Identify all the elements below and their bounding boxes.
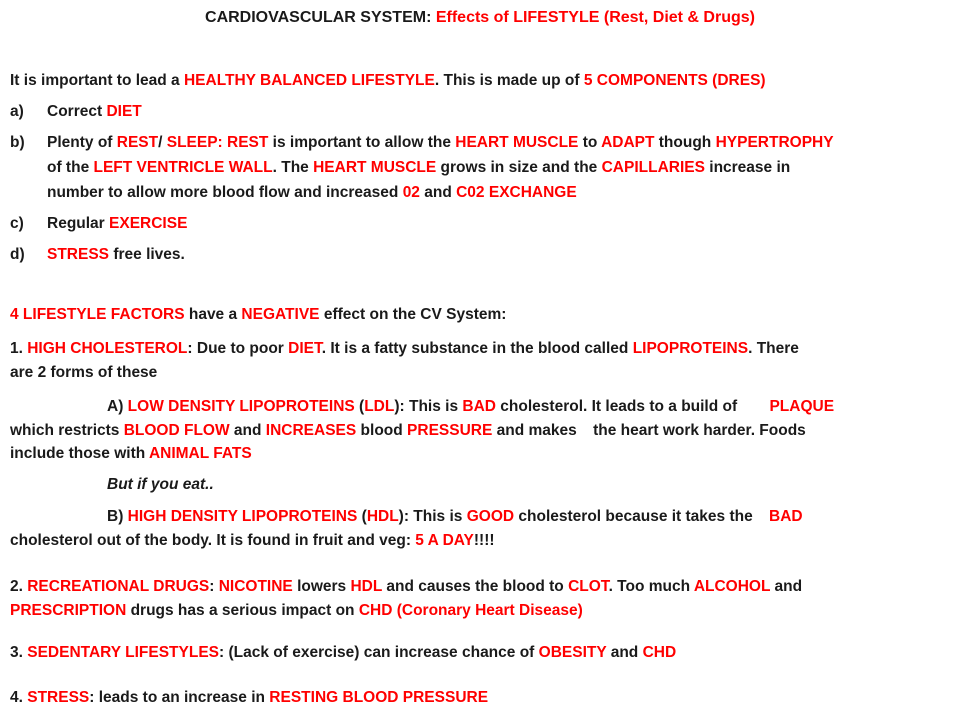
factors-text: effect on the CV System: (319, 306, 507, 323)
factor-text: : (209, 578, 219, 595)
list-highlight: 02 (402, 184, 420, 201)
factor-text: B) (107, 508, 128, 525)
ldl-line1 (107, 396, 834, 418)
factor-text: 2. (10, 578, 28, 595)
factor-highlight: LDL (364, 398, 395, 415)
list-text: to (578, 134, 602, 151)
factor-text: : (Lack of exercise) can increase chance of (219, 644, 539, 661)
factor-highlight: PRESSURE (407, 422, 493, 439)
factor-highlight: CHD (642, 644, 677, 661)
list-text: / (158, 134, 167, 151)
factor-highlight: RECREATIONAL DRUGS (27, 578, 210, 595)
list-text: of the (47, 159, 94, 176)
factor-text: blood (356, 422, 408, 439)
list-label-a: a) (10, 103, 24, 120)
factor-highlight: OBESITY (538, 644, 607, 661)
factor-highlight: LIPOPROTEINS (632, 340, 749, 357)
factor-text: : Due to poor (187, 340, 289, 357)
list-item-exercise (47, 213, 187, 235)
list-text: and (419, 184, 457, 201)
factors-text: have a (184, 306, 242, 323)
list-highlight: STRESS (47, 246, 110, 263)
factor-text: lowers (292, 578, 351, 595)
factor-text: A) (107, 398, 128, 415)
list-item-rest-line1 (47, 132, 834, 154)
intro-highlight: HEALTHY BALANCED LIFESTYLE (183, 72, 435, 89)
list-text: is important to allow the (268, 134, 456, 151)
factor-text: which restricts (10, 422, 124, 439)
list-highlight: HEART MUSCLE (455, 134, 579, 151)
list-text: grows in size and the (436, 159, 602, 176)
factor-text: and (770, 578, 803, 595)
factor-2-line1 (10, 576, 802, 598)
list-highlight: ADAPT (601, 134, 655, 151)
list-text: free lives. (109, 246, 185, 263)
list-highlight: C02 EXCHANGE (456, 184, 577, 201)
factor-highlight: HIGH CHOLESTEROL (27, 340, 188, 357)
factor-4 (10, 687, 488, 709)
factor-text: drugs has a serious impact on (126, 602, 359, 619)
list-text: though (654, 134, 716, 151)
list-item-stress (47, 244, 185, 266)
list-label-c: c) (10, 215, 24, 232)
factor-text: ): This is (398, 508, 467, 525)
list-highlight: CAPILLARIES (601, 159, 705, 176)
factor-text: ( (357, 508, 367, 525)
factor-text: . There (748, 340, 799, 357)
factor-highlight: BLOOD FLOW (123, 422, 230, 439)
factor-text: : leads to an increase in (89, 689, 270, 706)
factor-text: the heart work harder. Foods (593, 422, 806, 439)
factor-text: and causes the blood to (382, 578, 569, 595)
factor-highlight: INCREASES (265, 422, 357, 439)
list-label-d: d) (10, 246, 25, 263)
title-subtitle: Effects of LIFESTYLE (Rest, Diet & Drugs) (435, 9, 755, 26)
list-highlight: HEART MUSCLE (313, 159, 437, 176)
factor-highlight: ALCOHOL (693, 578, 771, 595)
factor-text: ): This is (394, 398, 463, 415)
factor-highlight: BAD (769, 508, 803, 525)
intro-highlight: 5 COMPONENTS (DRES) (583, 72, 766, 89)
title-main: CARDIOVASCULAR SYSTEM: (205, 9, 436, 26)
factors-heading (10, 304, 506, 326)
list-item-rest-line3 (47, 182, 577, 204)
list-highlight: LEFT VENTRICLE WALL (93, 159, 273, 176)
page-title (0, 7, 960, 29)
list-text: increase in (704, 159, 791, 176)
list-text: . The (272, 159, 314, 176)
factor-highlight: BAD (462, 398, 496, 415)
factor-highlight: PLAQUE (769, 398, 835, 415)
list-text: Regular (47, 215, 110, 232)
factor-highlight: HIGH DENSITY LIPOPROTEINS (127, 508, 358, 525)
list-text: Plenty of (47, 134, 117, 151)
list-highlight: EXERCISE (109, 215, 188, 232)
factor-text: !!!! (473, 532, 495, 549)
factors-highlight: NEGATIVE (241, 306, 320, 323)
factor-highlight: GOOD (466, 508, 515, 525)
factor-text: include those with (10, 445, 149, 462)
factors-highlight: 4 LIFESTYLE FACTORS (10, 306, 185, 323)
factor-3 (10, 642, 676, 664)
list-label-b: b) (10, 134, 25, 151)
list-highlight: HYPERTROPHY (715, 134, 834, 151)
factor-highlight: ANIMAL FATS (148, 445, 252, 462)
factor-text: . It is a fatty substance in the blood called (321, 340, 633, 357)
factor-highlight: HDL (350, 578, 383, 595)
factor-1-line2 (10, 362, 157, 384)
factor-text: and makes (492, 422, 582, 439)
factor-highlight: CHD (Coronary Heart Disease) (358, 602, 583, 619)
hdl-line2 (10, 530, 495, 552)
factor-1-line1 (10, 338, 799, 360)
factor-highlight: HDL (366, 508, 399, 525)
factor-highlight: PRESCRIPTION (10, 602, 127, 619)
factor-highlight: RESTING BLOOD PRESSURE (269, 689, 489, 706)
list-text: Correct (47, 103, 107, 120)
list-item-rest-line2 (47, 157, 790, 179)
ldl-line3 (10, 443, 252, 465)
list-highlight: DIET (106, 103, 142, 120)
factor-text: 3. (10, 644, 28, 661)
factor-text: are 2 forms of these (10, 364, 158, 381)
intro-text: It is important to lead a (10, 72, 184, 89)
ldl-line2 (10, 420, 806, 442)
factor-highlight: NICOTINE (218, 578, 293, 595)
factor-text: 1. (10, 340, 28, 357)
factor-text: and (229, 422, 266, 439)
factor-text: and (606, 644, 643, 661)
factor-text: cholesterol. It leads to a build of (496, 398, 742, 415)
intro-paragraph (10, 70, 766, 92)
list-highlight: REST (116, 134, 159, 151)
list-text: number to allow more blood flow and increased (47, 184, 403, 201)
hdl-line1 (107, 506, 803, 528)
list-item-diet (47, 101, 142, 123)
factor-highlight: 5 A DAY (415, 532, 474, 549)
factor-text: cholesterol out of the body. It is found in fruit and veg: (10, 532, 416, 549)
factor-highlight: LOW DENSITY LIPOPROTEINS (127, 398, 355, 415)
factor-text: 4. (10, 689, 28, 706)
factor-highlight: DIET (288, 340, 322, 357)
factor-text: cholesterol because it takes the (514, 508, 758, 525)
factor-2-line2 (10, 600, 583, 622)
factor-highlight: CLOT (568, 578, 609, 595)
but-if-you-eat: But if you eat.. (107, 476, 214, 493)
intro-text: . This is made up of (434, 72, 584, 89)
factor-text: . Too much (608, 578, 694, 595)
list-highlight: SLEEP: REST (166, 134, 269, 151)
factor-highlight: SEDENTARY LIFESTYLES (27, 644, 220, 661)
factor-highlight: STRESS (27, 689, 90, 706)
factor-text: ( (354, 398, 365, 415)
